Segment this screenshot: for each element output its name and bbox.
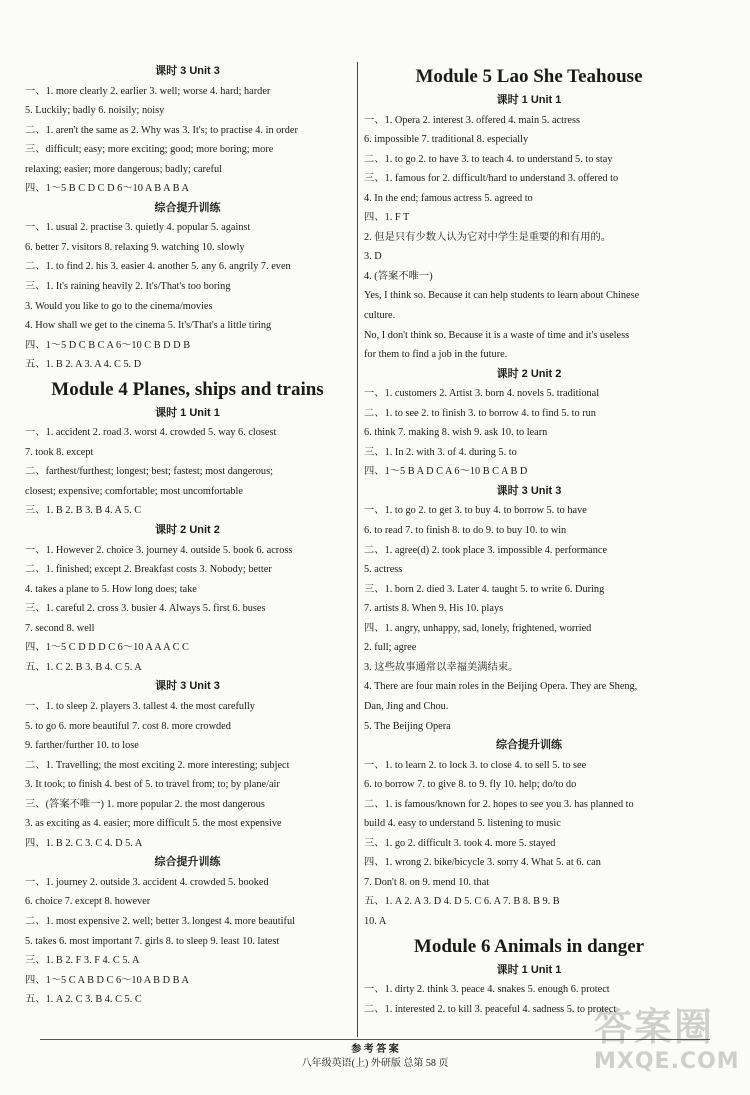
answer-line: 5. The Beijing Opera [364,720,451,732]
answer-line: 5. Luckily; badly 6. noisily; noisy [25,105,165,117]
answer-line: 7. second 8. well [25,622,95,634]
lesson-heading: 课时 3 Unit 3 [155,65,220,77]
answer-line: 二、1. finished; except 2. Breakfast costs 3. Nobody; better [25,564,272,576]
answer-line: 一、1. to sleep 2. players 3. tallest 4. the most carefully [25,700,255,712]
answer-line: 一、1. journey 2. outside 3. accident 4. crowded 5. booked [25,876,269,888]
answer-line: closest; expensive; comfortable; most uncomfortable [25,485,243,497]
footer-info: 八年级英语(上) 外研版 总第 58 页 [301,1058,449,1069]
lesson-heading: 课时 2 Unit 2 [155,524,220,537]
answer-line: 10. A [364,915,387,927]
answer-line: build 4. easy to understand 5. listening to music [364,818,561,830]
answer-line: 三、1. go 2. difficult 3. took 4. more 5. stayed [364,837,556,849]
answer-line: 四、1. B 2. C 3. C 4. D 5. A [25,837,143,849]
lesson-heading: 综合提升训练 [154,856,221,869]
answer-line: 二、farthest/furthest; longest; best; fastest; most dangerous; [25,466,273,478]
answer-line: 五、1. C 2. B 3. B 4. C 5. A [25,661,142,673]
answer-line: 四、1. angry, unhappy, sad, lonely, frightened, worried [364,622,592,634]
column-divider [357,62,358,1037]
answer-line: 3. D [364,251,382,263]
answer-line: 一、1. Opera 2. interest 3. offered 4. main 5. actress [364,114,580,126]
lesson-heading: 综合提升训练 [496,739,562,752]
answer-line: 二、1. to go 2. to have 3. to teach 4. to understand 5. to stay [364,153,613,165]
module-heading: Module 6 Animals in danger [413,935,645,957]
answer-line: 三、1. careful 2. cross 3. busier 4. Always 5. first 6. buses [25,603,266,615]
answer-line: 一、1. to learn 2. to lock 3. to close 4. to sell 5. to see [364,759,587,771]
answer-line: 4. There are four main roles in the Beijing Opera. They are Sheng, [364,681,638,693]
watermark-text-cn: 答案圈 [594,1005,715,1049]
answer-line: 一、1. to go 2. to get 3. to buy 4. to borrow 5. to have [364,505,587,517]
answer-line: 3. It took; to finish 4. best of 5. to travel from; to; by plane/air [25,779,280,791]
answer-line: 三、difficult; easy; more exciting; good; more boring; more [25,144,274,156]
answer-line: 6. impossible 7. traditional 8. especially [364,134,529,146]
answer-line: 二、1. interested 2. to kill 3. peaceful 4. sadness 5. to protect [364,1003,617,1015]
answer-line: 四、1～5 C A B D C 6～10 A B D B A [25,974,189,986]
answer-line: 一、1. customers 2. Artist 3. born 4. novels 5. traditional [364,388,600,400]
answer-line: 二、1. Travelling; the most exciting 2. more interesting; subject [25,759,290,771]
answer-line: 四、1～5 D C B C A 6～10 C B D D B [25,339,191,351]
answer-line: 3. as exciting as 4. easier; more difficult 5. the most expensive [25,818,282,830]
answer-line: 四、1. wrong 2. bike/bicycle 3. sorry 4. What 5. at 6. can [364,857,601,869]
answer-line: 五、1. A 2. A 3. D 4. D 5. C 6. A 7. B 8. B 9. B [364,896,560,908]
answer-line: for them to find a job in the future. [364,349,508,361]
footer-title: 参 考 答 案 [351,1044,399,1055]
answer-line: 一、1. usual 2. practise 3. quietly 4. popular 5. against [25,222,251,234]
answer-line: 三、1. It's raining heavily 2. It's/That's too boring [25,281,231,293]
answer-line: 7. Don't 8. on 9. mend 10. that [364,876,490,888]
answer-line: 五、1. B 2. A 3. A 4. C 5. D [25,359,142,371]
answer-line: 6. better 7. visitors 8. relaxing 9. watching 10. slowly [25,241,245,253]
answer-line: 4. How shall we get to the cinema 5. It's/That's a little tiring [25,320,272,332]
answer-line: 3. Would you like to go to the cinema/movies [25,300,213,312]
answer-line: 5. takes 6. most important 7. girls 8. to sleep 9. least 10. latest [25,935,280,947]
answer-line: 6. to borrow 7. to give 8. to 9. fly 10. help; do/to do [364,779,577,791]
answer-line: 5. actress [364,564,403,576]
answer-line: Dan, Jing and Chou. [364,700,449,712]
answer-line: 一、1. However 2. choice 3. journey 4. outside 5. book 6. across [25,544,293,556]
answer-line: 6. to read 7. to finish 8. to do 9. to buy 10. to win [364,525,567,537]
answer-line: 四、1. F T [364,212,410,224]
answer-line: 二、1. to see 2. to finish 3. to borrow 4. to find 5. to run [364,407,596,419]
lesson-heading: 综合提升训练 [154,201,221,214]
answer-line: 3. 这些故事通常以幸福美满结束。 [364,661,519,673]
answer-line: 三、1. born 2. died 3. Later 4. taught 5. to write 6. During [364,583,605,595]
right-column [364,62,694,1019]
answer-line: 4. In the end; famous actress 5. agreed to [364,192,533,204]
watermark-logo [594,1005,744,1087]
answer-line: 4. takes a plane to 5. How long does; take [25,583,197,595]
answer-line: 2. full; agree [364,642,417,654]
answer-line: Yes, I think so. Because it can help students to learn about Chinese [364,290,640,302]
answer-line: 四、1～5 B A D C A 6～10 B C A B D [364,466,528,478]
answer-line: 二、1. to find 2. his 3. easier 4. another 5. any 6. angrily 7. even [25,261,291,273]
answer-line: 二、1. is famous/known for 2. hopes to see you 3. has planned to [364,798,634,810]
answer-line: 三、1. B 2. B 3. B 4. A 5. C [25,505,142,517]
answer-line: 一、1. more clearly 2. earlier 3. well; worse 4. hard; harder [25,85,271,97]
lesson-heading: 课时 1 Unit 1 [496,963,562,976]
lesson-heading: 课时 2 Unit 2 [496,367,562,380]
lesson-heading: 课时 3 Unit 3 [496,484,562,497]
answer-line: 4. (答案不唯一) [364,270,433,282]
module-heading: Module 5 Lao She Teahouse [415,66,643,87]
left-column [25,62,350,1010]
answer-line: 9. farther/further 10. to lose [25,740,139,752]
answer-line: No, I don't think so. Because it is a waste of time and it's useless [364,329,630,341]
answer-line: 二、1. agree(d) 2. took place 3. impossible 4. performance [364,544,608,556]
answer-line: culture. [364,310,396,322]
lesson-heading: 课时 3 Unit 3 [155,680,220,693]
watermark-text-en: MXQE.COM [594,1049,740,1074]
answer-line: 6. think 7. making 8. wish 9. ask 10. to learn [364,427,548,439]
answer-line: relaxing; easier; more dangerous; badly; careful [25,163,222,175]
answer-line: 四、1～5 C D D D C 6～10 A A A C C [25,642,189,654]
answer-line: 7. artists 8. When 9. His 10. plays [364,603,504,615]
answer-line: 5. to go 6. more beautiful 7. cost 8. more crowded [25,720,231,732]
answer-line: 三、1. In 2. with 3. of 4. during 5. to [364,446,517,458]
answer-line: 三、(答案不唯一) 1. more popular 2. the most dangerous [25,798,265,810]
answer-line: 三、1. B 2. F 3. F 4. C 5. A [25,955,140,967]
lesson-heading: 课时 1 Unit 1 [496,94,562,106]
answer-line: 二、1. most expensive 2. well; better 3. longest 4. more beautiful [25,915,295,927]
answer-line: 7. took 8. except [25,446,94,458]
lesson-heading: 课时 1 Unit 1 [155,406,220,419]
answer-line: 2. 但是只有少数人认为它对中学生是重要的和有用的。 [364,231,612,243]
answer-line: 一、1. dirty 2. think 3. peace 4. snakes 5. enough 6. protect [364,984,610,996]
module-heading: Module 4 Planes, ships and trains [51,378,324,400]
answer-line: 四、1～5 B C D C D 6～10 A B A B A [25,183,189,195]
answer-line: 二、1. aren't the same as 2. Why was 3. It's; to practise 4. in order [25,124,298,136]
answer-line: 三、1. famous for 2. difficult/hard to understand 3. offered to [364,173,619,185]
answer-line: 一、1. accident 2. road 3. worst 4. crowded 5. way 6. closest [25,427,277,439]
answer-line: 五、1. A 2. C 3. B 4. C 5. C [25,994,142,1006]
answer-line: 6. choice 7. except 8. however [25,896,151,908]
